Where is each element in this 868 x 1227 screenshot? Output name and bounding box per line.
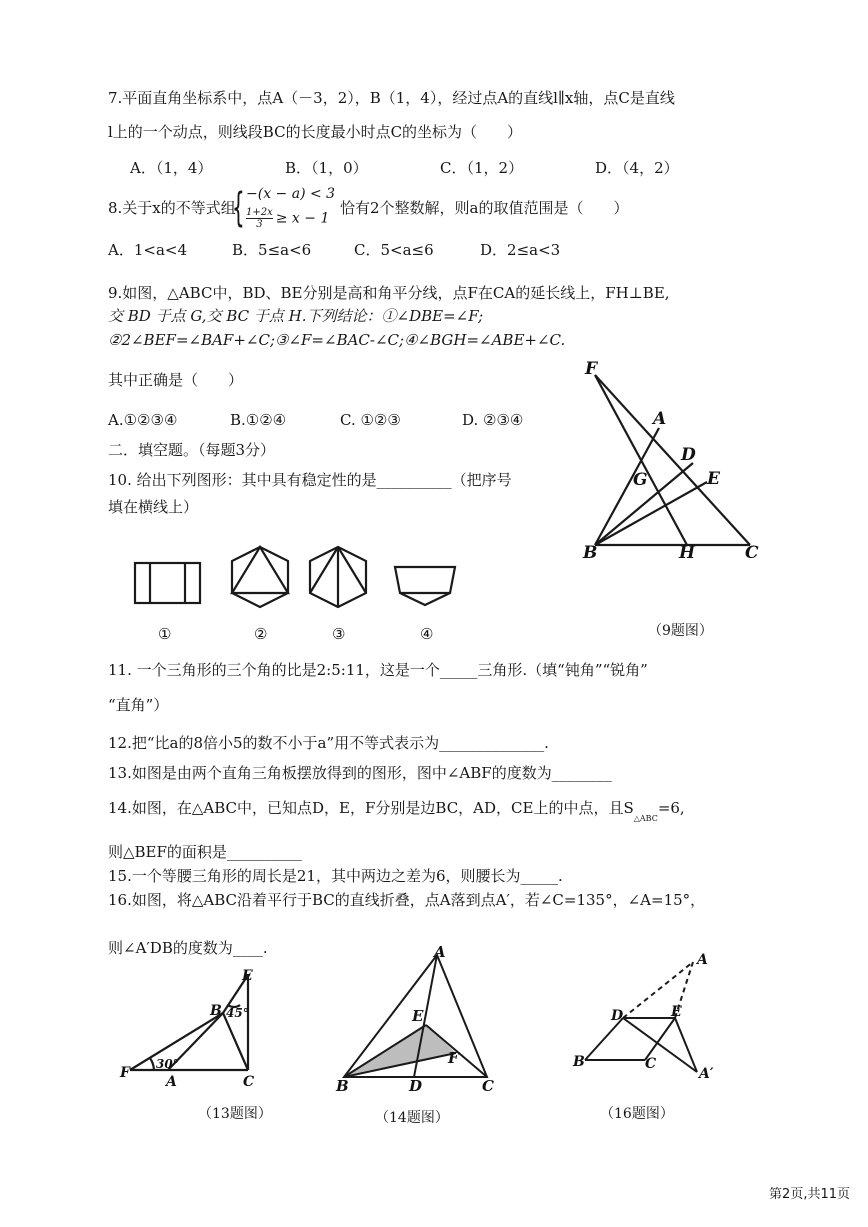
q8-option-b: B．5≤a<6 bbox=[232, 241, 312, 259]
q8-fraction-den: 3 bbox=[256, 219, 263, 230]
q14-line1 bbox=[108, 798, 685, 821]
q12-text: 12.把“比a的8倍小5的数不小于a”用不等式表示为______________. bbox=[108, 734, 549, 752]
q10-shape4-pentagon bbox=[395, 567, 455, 605]
q9-caption: （9题图） bbox=[648, 623, 713, 639]
q7-line2: l上的一个动点，则线段BC的长度最小时点C的坐标为（ ） bbox=[108, 123, 523, 141]
q9-label-g: G bbox=[633, 470, 648, 490]
q9-label-a: A bbox=[653, 409, 667, 429]
q10-label-1: ① bbox=[158, 625, 172, 643]
q11-line1: 11. 一个三角形的三个角的比是2:5:11，这是一个_____三角形.（填“钝角”“锐角” bbox=[108, 661, 648, 679]
q16-caption: （16题图） bbox=[600, 1106, 674, 1122]
q7-option-d: D．（4，2） bbox=[595, 159, 679, 177]
q14-line2: 则△BEF的面积是__________ bbox=[108, 843, 302, 861]
q14-caption: （14题图） bbox=[375, 1110, 449, 1126]
q14-subscript: △ABC bbox=[633, 814, 658, 823]
q8-inequality-2 bbox=[246, 207, 329, 230]
q9-option-c: C. ①②③ bbox=[340, 411, 401, 429]
q7-option-c: C．（1，2） bbox=[440, 159, 524, 177]
q9-label-c: C bbox=[745, 543, 759, 560]
q8-option-a: A．1<a<4 bbox=[108, 241, 187, 259]
q16-line1: 16.如图，将△ABC沿着平行于BC的直线折叠，点A落到点A′，若∠C=135°，∠A=15°， bbox=[108, 891, 706, 909]
q10-line2: 填在横线上） bbox=[108, 498, 199, 516]
q8-fraction bbox=[246, 207, 273, 230]
q14-label-d: D bbox=[409, 1077, 423, 1095]
q8-prefix: 8.关于x的不等式组 bbox=[108, 199, 236, 217]
q13-label-b: B bbox=[210, 1003, 222, 1019]
q13-figure bbox=[118, 965, 268, 1090]
q10-label-3: ③ bbox=[332, 625, 346, 643]
q14-line1-end: =6, bbox=[657, 799, 685, 817]
q13-label-30: 30° bbox=[156, 1057, 179, 1071]
q8-inequality-1: −(x − a) < 3 bbox=[246, 186, 336, 202]
section-fill-in-title: 二．填空题。（每题3分） bbox=[108, 441, 276, 459]
q9-line2: 交 BD 于点 G,交 BC 于点 H.下列结论：①∠DBE=∠F; bbox=[108, 307, 484, 325]
q14-label-b: B bbox=[336, 1077, 349, 1095]
q7-option-a: A．（1，4） bbox=[130, 159, 213, 177]
q7-line1: 7.平面直角坐标系中，点A（－3，2），B（1，4），经过点A的直线l∥x轴，点C是直线 bbox=[108, 89, 675, 107]
q13-label-45: 45° bbox=[226, 1006, 249, 1020]
q16-line2: 则∠A′DB的度数为____. bbox=[108, 939, 268, 957]
q10-shape1-rect bbox=[135, 563, 200, 603]
q15-text: 15.一个等腰三角形的周长是21，其中两边之差为6，则腰长为_____. bbox=[108, 867, 563, 885]
q8-suffix: 恰有2个整数解，则a的取值范围是（ ） bbox=[340, 199, 629, 217]
q9-line4: 其中正确是（ ） bbox=[108, 371, 244, 389]
q14-line1-text: 14.如图，在△ABC中，已知点D，E，F分别是边BC，AD，CE上的中点，且S bbox=[108, 799, 634, 817]
q16-figure bbox=[565, 948, 725, 1088]
q16-label-b: B bbox=[573, 1054, 585, 1070]
q9-option-d: D. ②③④ bbox=[462, 411, 524, 429]
q14-shaded-triangle bbox=[344, 1025, 456, 1077]
q10-line1: 10. 给出下列图形：其中具有稳定性的是__________（把序号 bbox=[108, 471, 512, 489]
q14-label-a: A bbox=[434, 945, 446, 961]
q8-option-c: C．5<a≤6 bbox=[354, 241, 434, 259]
q16-label-a-prime: A′ bbox=[699, 1066, 714, 1082]
q10-shapes bbox=[130, 545, 470, 645]
q9-label-h: H bbox=[679, 543, 696, 560]
q16-label-a: A bbox=[697, 952, 708, 968]
q9-line3: ②2∠BEF=∠BAF+∠C;③∠F=∠BAC-∠C;④∠BGH=∠ABE+∠C. bbox=[108, 331, 566, 349]
q13-text: 13.如图是由两个直角三角板摆放得到的图形，图中∠ABF的度数为________ bbox=[108, 764, 612, 782]
q16-label-c: C bbox=[645, 1056, 657, 1072]
q13-label-a: A bbox=[166, 1074, 177, 1090]
q14-label-c: C bbox=[482, 1077, 494, 1095]
q10-shape2-hexagon bbox=[232, 547, 288, 607]
q13-label-c: C bbox=[243, 1074, 255, 1090]
q9-line1: 9.如图，△ABC中，BD、BE分别是高和角平分线，点F在CA的延长线上，FH⊥BE, bbox=[108, 284, 670, 302]
q8-option-d: D．2≤a<3 bbox=[480, 241, 561, 259]
q8-brace: { bbox=[232, 185, 245, 231]
q9-option-b: B.①②④ bbox=[230, 411, 287, 429]
q16-label-e: E bbox=[671, 1004, 682, 1020]
q8-inequality-2-rest: ≥ x − 1 bbox=[275, 210, 330, 227]
q7-option-b: B．（1，0） bbox=[285, 159, 368, 177]
q13-caption: （13题图） bbox=[198, 1106, 272, 1122]
q14-figure bbox=[332, 945, 497, 1095]
q13-label-e: E bbox=[242, 968, 253, 984]
q9-figure bbox=[575, 360, 775, 560]
q16-label-d: D bbox=[611, 1008, 624, 1024]
q9-option-a: A.①②③④ bbox=[108, 411, 178, 429]
q9-label-d: D bbox=[681, 445, 696, 465]
page-footer: 第2页,共11页 bbox=[769, 1187, 850, 1202]
q14-label-f: F bbox=[448, 1049, 459, 1067]
q10-label-4: ④ bbox=[420, 625, 434, 643]
q11-line2: “直角”） bbox=[108, 696, 169, 714]
q13-label-f: F bbox=[120, 1065, 130, 1081]
q9-label-e: E bbox=[707, 469, 720, 489]
q14-label-e: E bbox=[412, 1007, 424, 1025]
q9-label-b: B bbox=[583, 543, 598, 560]
q9-label-f: F bbox=[585, 360, 598, 379]
q8-fraction-num: 1+2x bbox=[246, 207, 273, 218]
q10-label-2: ② bbox=[254, 625, 268, 643]
